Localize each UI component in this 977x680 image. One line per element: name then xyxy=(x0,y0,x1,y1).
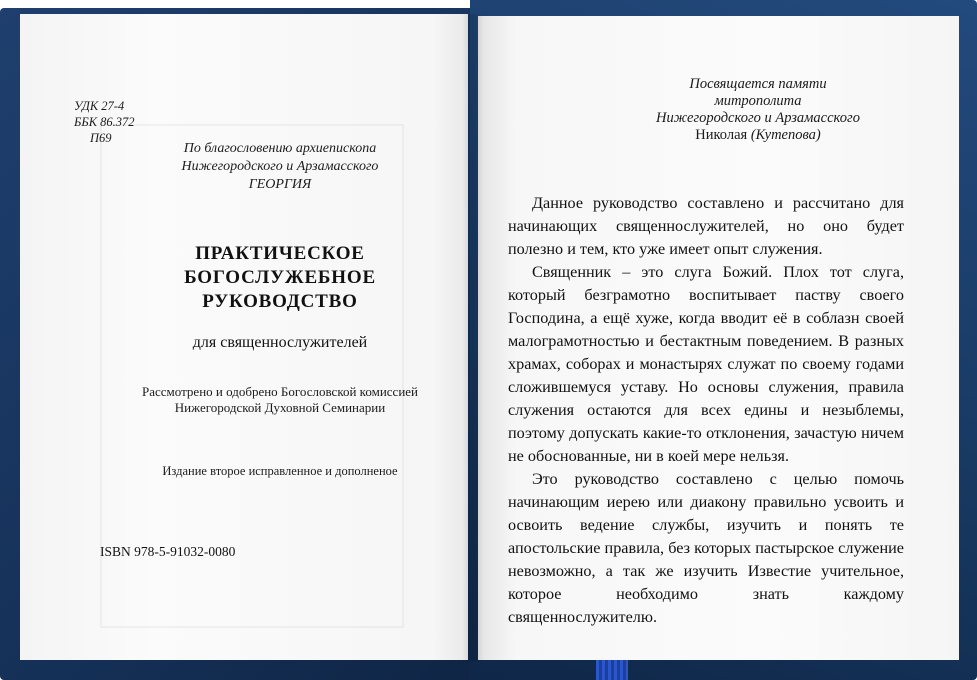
dedication-name: Николая xyxy=(695,127,748,143)
dedication-line: митрополита xyxy=(714,93,802,109)
dedication-surname: (Кутепова) xyxy=(750,127,821,143)
book-subtitle: для священнослужителей xyxy=(192,334,368,351)
author-code: П69 xyxy=(90,131,112,145)
paragraph: Священник – это слуга Божий. Плох тот слуга, который безграмотно воспитывает паству своего Господина, а ещё хуже, когда вводит её в соблазн своей малограмотностью и бестактным поведением. В разных храмах, соборах и монастырях служат по своему годами сложившемуся уставу. Но основы служения, правила служения остаются для всех едины и незыблемы, поэтому допускать какие-то отклонения, зачастую ничем не обоснованные, ни в коей мере нельзя. xyxy=(508,263,904,465)
isbn: ISBN 978-5-91032-0080 xyxy=(100,544,236,559)
paragraph: Данное руководство составлено и рассчитано для начинающих священнослужителей, но оно будет полезно и тем, кто уже имеет опыт служения. xyxy=(508,194,904,258)
dedication-name-line xyxy=(608,127,908,144)
left-page xyxy=(20,14,468,660)
title-line: РУКОВОДСТВО xyxy=(202,291,358,312)
blessing-line: Нижегородского и Арзамасского xyxy=(181,159,379,174)
approval-text xyxy=(130,384,430,416)
title-line: БОГОСЛУЖЕБНОЕ xyxy=(184,267,376,288)
foreword-text xyxy=(508,192,904,629)
right-page xyxy=(478,16,959,660)
spine-shadow xyxy=(462,14,484,662)
blessing-text xyxy=(160,140,400,194)
dedication xyxy=(608,76,908,144)
approval-line: Рассмотрено и одобрено Богословской комиссией xyxy=(141,384,418,399)
bbk-code: ББК 86.372 xyxy=(74,115,135,129)
library-codes xyxy=(74,98,135,146)
bookmark-ribbon xyxy=(596,660,628,680)
edition-note: Издание второе исправленное и дополненое xyxy=(162,464,398,478)
blessing-line: ГЕОРГИЯ xyxy=(248,177,312,192)
udk-code: УДК 27-4 xyxy=(74,99,125,113)
dedication-line: Нижегородского и Арзамасского xyxy=(656,110,860,126)
approval-line: Нижегородской Духовной Семинарии xyxy=(174,400,386,415)
book-title xyxy=(160,242,400,314)
paragraph: Это руководство составлено с целью помочь начинающим иерею или диакону правильно усвоить и освоить ведение службы, изучить и понять те апостольские правила, без которых пастырское служение невозможно, а так же изучить Известие учительное, которое необходимо знать каждому священнослужителю. xyxy=(508,470,904,626)
dedication-line: Посвящается памяти xyxy=(689,76,827,92)
blessing-line: По благословению архиепископа xyxy=(183,141,377,156)
title-line: ПРАКТИЧЕСКОЕ xyxy=(195,243,365,264)
